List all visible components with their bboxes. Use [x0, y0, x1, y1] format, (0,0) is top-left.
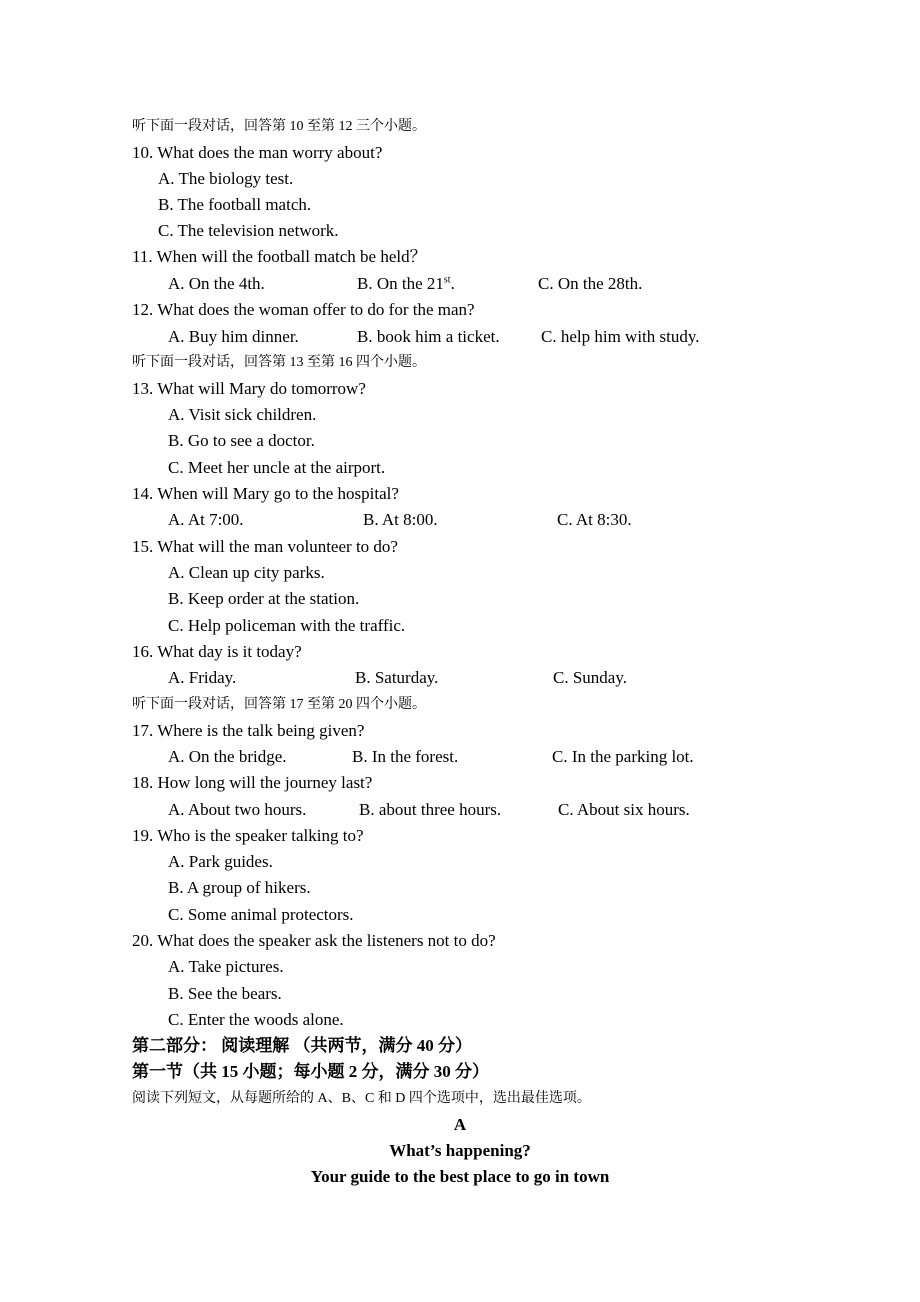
option-19a: A. Park guides.	[168, 852, 273, 871]
question-13: 13. What will Mary do tomorrow?	[132, 379, 366, 398]
option-16b: B. Saturday.	[355, 668, 439, 687]
option-11b	[357, 274, 455, 294]
option-18b: B. about three hours.	[359, 800, 502, 819]
option-16a: A. Friday.	[168, 668, 237, 687]
question-12: 12. What does the woman offer to do for the man?	[132, 300, 475, 319]
part2-heading: 第二部分： 阅读理解 （共两节，满分 40 分）	[132, 1036, 472, 1055]
option-17a: A. On the bridge.	[168, 747, 287, 766]
question-19: 19. Who is the speaker talking to?	[132, 826, 364, 845]
option-10b: B. The football match.	[158, 195, 312, 214]
option-10c: C. The television network.	[158, 221, 339, 240]
option-11c: C. On the 28th.	[538, 274, 643, 293]
passage-title: What’s happening?	[389, 1141, 531, 1160]
option-18a: A. About two hours.	[168, 800, 307, 819]
question-18: 18. How long will the journey last?	[132, 773, 373, 792]
option-20c: C. Enter the woods alone.	[168, 1010, 344, 1029]
instruction-q17-20: 听下面一段对话，回答第 17 至第 20 四个小题。	[132, 697, 426, 712]
option-15a: A. Clean up city parks.	[168, 563, 325, 582]
option-13a: A. Visit sick children.	[168, 405, 317, 424]
section1-heading: 第一节（共 15 小题；每小题 2 分，满分 30 分）	[132, 1062, 489, 1081]
option-19b: B. A group of hikers.	[168, 878, 311, 897]
passage-letter: A	[453, 1115, 467, 1134]
question-14: 14. When will Mary go to the hospital?	[132, 484, 399, 503]
option-14b: B. At 8:00.	[363, 510, 438, 529]
question-11: 11. When will the football match be held？	[132, 247, 427, 266]
reading-instruction: 阅读下列短文，从每题所给的 A、B、C 和 D 四个选项中，选出最佳选项。	[132, 1091, 591, 1106]
option-11b-text: B. On the 21	[357, 274, 444, 293]
option-13b: B. Go to see a doctor.	[168, 431, 315, 450]
option-17c: C. In the parking lot.	[552, 747, 694, 766]
option-15b: B. Keep order at the station.	[168, 589, 360, 608]
option-20b: B. See the bears.	[168, 984, 282, 1003]
option-11b-period: .	[450, 274, 455, 293]
option-14a: A. At 7:00.	[168, 510, 244, 529]
option-19c: C. Some animal protectors.	[168, 905, 354, 924]
question-20: 20. What does the speaker ask the listeners not to do?	[132, 931, 496, 950]
option-14c: C. At 8:30.	[557, 510, 632, 529]
option-15c: C. Help policeman with the traffic.	[168, 616, 406, 635]
option-11a: A. On the 4th.	[168, 274, 265, 293]
option-12b: B. book him a ticket.	[357, 327, 500, 346]
option-17b: B. In the forest.	[352, 747, 459, 766]
passage-subtitle: Your guide to the best place to go in town	[310, 1167, 610, 1186]
option-12c: C. help him with study.	[541, 327, 700, 346]
question-17: 17. Where is the talk being given?	[132, 721, 365, 740]
option-10a: A. The biology test.	[158, 169, 294, 188]
option-18c: C. About six hours.	[558, 800, 690, 819]
instruction-q10-12: 听下面一段对话，回答第 10 至第 12 三个小题。	[132, 119, 426, 134]
option-11b-suffix: st	[443, 274, 451, 286]
question-10: 10. What does the man worry about?	[132, 143, 383, 162]
option-20a: A. Take pictures.	[168, 957, 284, 976]
option-16c: C. Sunday.	[553, 668, 627, 687]
instruction-q13-16: 听下面一段对话，回答第 13 至第 16 四个小题。	[132, 355, 426, 370]
option-13c: C. Meet her uncle at the airport.	[168, 458, 386, 477]
question-15: 15. What will the man volunteer to do?	[132, 537, 398, 556]
option-12a: A. Buy him dinner.	[168, 327, 299, 346]
question-16: 16. What day is it today?	[132, 642, 302, 661]
